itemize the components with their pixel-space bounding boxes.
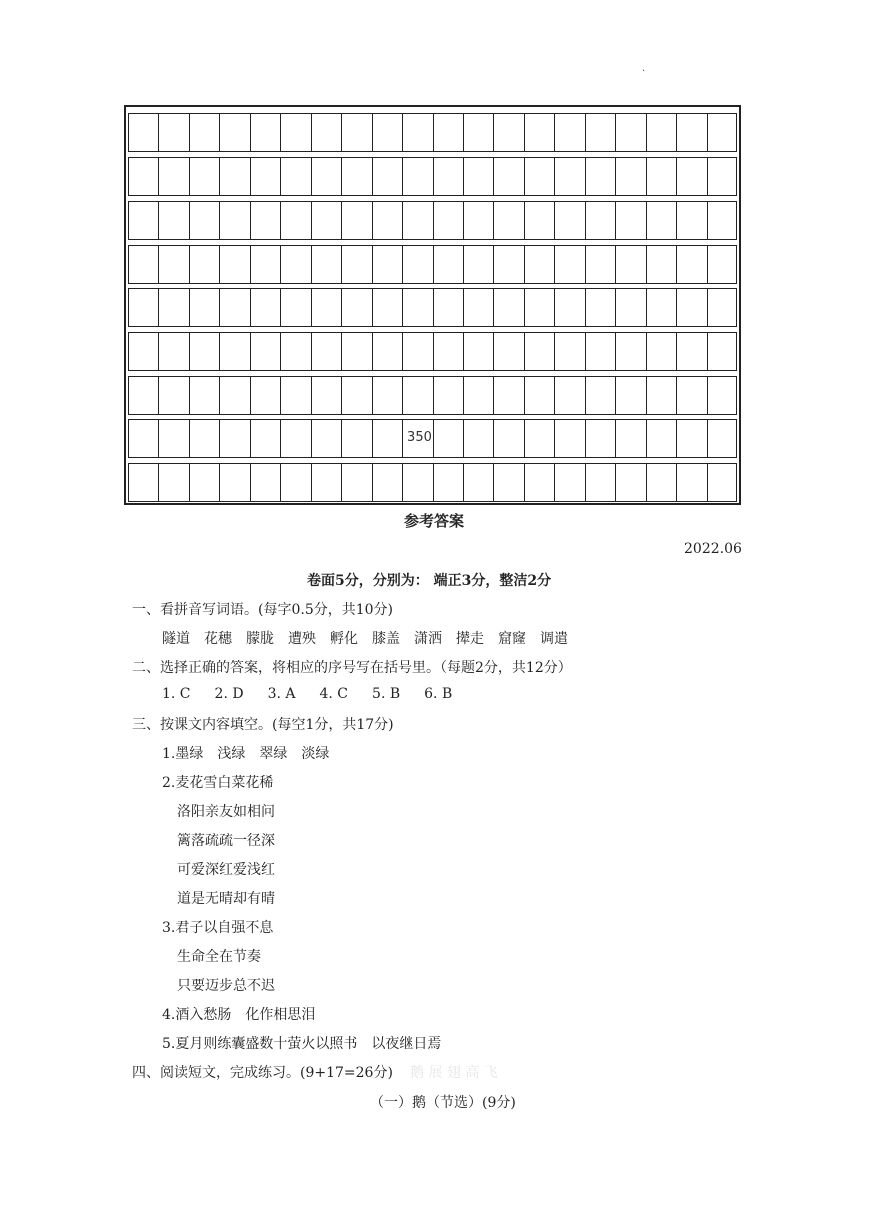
grid-cell: [493, 158, 523, 195]
grid-cell: [707, 420, 737, 457]
grid-cell: [250, 464, 280, 501]
grid-cell: [311, 202, 341, 239]
grid-cell: [433, 333, 463, 370]
grid-cell: [646, 333, 676, 370]
grid-row: [128, 376, 737, 415]
grid-cell: [280, 114, 310, 151]
grid-cell: [493, 333, 523, 370]
grid-cell: [372, 289, 402, 326]
grid-cell: [311, 158, 341, 195]
grid-cell: [280, 333, 310, 370]
grid-cell: [646, 246, 676, 283]
grid-cell: [493, 420, 523, 457]
date: 2022.06: [684, 541, 742, 557]
grid-cell: [128, 114, 158, 151]
grid-cell: [250, 202, 280, 239]
grid-cell: [493, 114, 523, 151]
grid-cell: [676, 289, 706, 326]
word-count-marker: 350: [407, 430, 432, 445]
grid-cell: [707, 289, 737, 326]
grid-row: [128, 201, 737, 240]
grid-cell: [463, 158, 493, 195]
grid-cell: [402, 464, 432, 501]
grid-cell: [615, 202, 645, 239]
grid-cell: [554, 246, 584, 283]
grid-cell: [585, 114, 615, 151]
grid-cell: [280, 158, 310, 195]
grid-cell: [463, 420, 493, 457]
answer-word: 花穗: [204, 631, 232, 647]
answer-word: 朦胧: [246, 631, 274, 647]
grid-cell: [128, 333, 158, 370]
grid-cell: [646, 377, 676, 414]
section-3-line: 只要迈步总不迟: [177, 978, 275, 994]
grid-cell: [372, 202, 402, 239]
grid-cell: [463, 464, 493, 501]
page-title: 参考答案: [404, 512, 465, 530]
section-1-answers: [162, 628, 568, 648]
section-2-answers: [162, 686, 452, 702]
grid-cell: [585, 333, 615, 370]
grid-cell: [128, 158, 158, 195]
grid-cell: [615, 377, 645, 414]
grid-cell: [189, 158, 219, 195]
grid-cell: [585, 158, 615, 195]
grid-cell: [524, 377, 554, 414]
grid-cell: [554, 158, 584, 195]
answer-word: 撵走: [456, 631, 484, 647]
grid-cell: [158, 158, 188, 195]
grid-cell: [493, 464, 523, 501]
grid-cell: [676, 420, 706, 457]
grid-cell: [280, 289, 310, 326]
grid-cell: [128, 202, 158, 239]
grid-cell: [341, 377, 371, 414]
grid-cell: [646, 114, 676, 151]
grid-cell: [463, 289, 493, 326]
grid-cell: [219, 202, 249, 239]
grid-cell: [615, 158, 645, 195]
grid-cell: [615, 114, 645, 151]
grid-cell: [646, 202, 676, 239]
grid-cell: [524, 114, 554, 151]
grid-cell: [158, 202, 188, 239]
grid-cell: [524, 333, 554, 370]
grid-cell: [433, 289, 463, 326]
grid-cell: [341, 289, 371, 326]
grid-cell: [341, 464, 371, 501]
grid-row: [128, 332, 737, 371]
section-4-subheading: （一）鹅（节选）(9分): [370, 1095, 516, 1111]
section-3-line: 洛阳亲友如相问: [177, 804, 275, 820]
grid-cell: [311, 377, 341, 414]
grid-cell: [433, 202, 463, 239]
section-3-line: 2.麦花雪白菜花稀: [162, 775, 274, 791]
grid-cell: [189, 202, 219, 239]
grid-cell: [615, 464, 645, 501]
grid-cell: [402, 246, 432, 283]
section-4-heading: 四、阅读短文，完成练习。(9+17=26分): [132, 1065, 393, 1081]
answer-word: 孵化: [330, 631, 358, 647]
answer-choice: 4. C: [319, 686, 349, 702]
grid-cell: [280, 246, 310, 283]
grid-cell: [219, 377, 249, 414]
grid-cell: [311, 333, 341, 370]
section-3-line: 5.夏月则练囊盛数十萤火以照书 以夜继日焉: [162, 1036, 442, 1052]
grid-cell: [707, 377, 737, 414]
grid-cell: [554, 333, 584, 370]
grid-cell: [585, 202, 615, 239]
answer-choice: 5. B: [372, 686, 401, 702]
grid-cell: [341, 246, 371, 283]
grid-cell: [189, 377, 219, 414]
grid-cell: [402, 377, 432, 414]
answer-word: 窟窿: [498, 631, 526, 647]
grid-cell: [128, 464, 158, 501]
grid-cell: [219, 158, 249, 195]
grid-cell: [250, 289, 280, 326]
grid-cell: [341, 202, 371, 239]
grid-cell: [554, 289, 584, 326]
answer-word: 膝盖: [372, 631, 400, 647]
grid-cell: [433, 377, 463, 414]
grid-cell: [493, 246, 523, 283]
grid-cell: [676, 158, 706, 195]
section-3-line: 4.酒入愁肠 化作相思泪: [162, 1007, 316, 1023]
section-1-heading: 一、看拼音写词语。(每字0.5分，共10分): [132, 602, 394, 618]
grid-cell: [341, 114, 371, 151]
grid-cell: [493, 377, 523, 414]
grid-cell: [372, 333, 402, 370]
grid-cell: [158, 420, 188, 457]
grid-cell: [372, 158, 402, 195]
grid-cell: [372, 246, 402, 283]
grid-cell: [707, 333, 737, 370]
grid-cell: [433, 464, 463, 501]
section-3-line: 1.墨绿 浅绿 翠绿 淡绿: [162, 746, 330, 762]
grid-cell: [402, 289, 432, 326]
answer-word: 调遣: [540, 631, 568, 647]
grid-cell: [341, 333, 371, 370]
grid-cell: [158, 464, 188, 501]
top-mark: ·: [642, 66, 646, 77]
grid-cell: [280, 377, 310, 414]
grid-cell: [676, 114, 706, 151]
grid-cell: [250, 333, 280, 370]
grid-cell: [463, 246, 493, 283]
grid-cell: [189, 464, 219, 501]
grid-cell: [524, 246, 554, 283]
grid-cell: [219, 114, 249, 151]
grid-cell: [707, 114, 737, 151]
grid-cell: [707, 158, 737, 195]
grid-cell: [402, 158, 432, 195]
grid-cell: [493, 202, 523, 239]
grid-cell: [311, 289, 341, 326]
grid-cell: [219, 289, 249, 326]
grid-row: [128, 245, 737, 284]
grid-cell: [615, 333, 645, 370]
grid-cell: [250, 114, 280, 151]
grid-cell: [433, 420, 463, 457]
grid-cell: [707, 464, 737, 501]
grid-cell: [158, 246, 188, 283]
grid-cell: [585, 246, 615, 283]
grid-cell: [158, 289, 188, 326]
grid-cell: [219, 333, 249, 370]
grid-cell: [554, 114, 584, 151]
grid-cell: [402, 114, 432, 151]
grid-cell: [646, 289, 676, 326]
answer-word: 隧道: [162, 631, 190, 647]
grid-cell: [433, 246, 463, 283]
grid-cell: [189, 246, 219, 283]
grid-cell: [311, 114, 341, 151]
grid-cell: [524, 202, 554, 239]
answer-word: 遭殃: [288, 631, 316, 647]
neatness-score-note: 卷面5分，分别为： 端正3分，整洁2分: [307, 573, 552, 589]
grid-row: [128, 419, 737, 458]
grid-cell: [372, 420, 402, 457]
grid-cell: [280, 420, 310, 457]
grid-cell: [341, 420, 371, 457]
grid-cell: [524, 464, 554, 501]
answer-word: 潇洒: [414, 631, 442, 647]
grid-cell: [615, 420, 645, 457]
grid-cell: [128, 420, 158, 457]
grid-cell: [128, 377, 158, 414]
grid-cell: [372, 114, 402, 151]
grid-cell: [158, 333, 188, 370]
section-3-line: 道是无晴却有晴: [177, 891, 275, 907]
grid-cell: [463, 333, 493, 370]
grid-cell: [585, 420, 615, 457]
grid-cell: [676, 464, 706, 501]
grid-row: [128, 288, 737, 327]
faint-watermark-text: 鹅 展 翅 高 飞: [410, 1065, 498, 1081]
grid-cell: [402, 333, 432, 370]
grid-cell: [280, 464, 310, 501]
grid-cell: [128, 289, 158, 326]
grid-row: [128, 113, 737, 152]
grid-row: [128, 463, 737, 502]
grid-cell: [219, 246, 249, 283]
grid-cell: [372, 377, 402, 414]
grid-cell: [311, 246, 341, 283]
grid-cell: [128, 246, 158, 283]
grid-cell: [585, 377, 615, 414]
grid-cell: [615, 289, 645, 326]
grid-cell: [646, 420, 676, 457]
grid-cell: [280, 202, 310, 239]
grid-cell: [311, 464, 341, 501]
grid-cell: [676, 202, 706, 239]
grid-cell: [433, 158, 463, 195]
grid-cell: [250, 377, 280, 414]
grid-cell: [524, 289, 554, 326]
grid-cell: [554, 202, 584, 239]
grid-cell: [402, 202, 432, 239]
grid-cell: [463, 114, 493, 151]
section-3-line: 篱落疏疏一径深: [177, 833, 275, 849]
grid-cell: [311, 420, 341, 457]
answer-choice: 2. D: [214, 686, 244, 702]
answer-choice: 3. A: [267, 686, 296, 702]
grid-cell: [463, 202, 493, 239]
grid-cell: [646, 158, 676, 195]
grid-row: [128, 157, 737, 196]
grid-cell: [341, 158, 371, 195]
grid-cell: [250, 158, 280, 195]
grid-cell: [189, 114, 219, 151]
grid-cell: [219, 420, 249, 457]
grid-cell: [463, 377, 493, 414]
grid-cell: [676, 246, 706, 283]
grid-cell: [707, 246, 737, 283]
grid-cell: [676, 377, 706, 414]
grid-cell: [250, 420, 280, 457]
section-3-line: 3.君子以自强不息: [162, 920, 274, 936]
grid-cell: [646, 464, 676, 501]
grid-cell: [493, 289, 523, 326]
grid-cell: [554, 420, 584, 457]
grid-cell: [554, 377, 584, 414]
grid-cell: [189, 420, 219, 457]
grid-cell: [158, 114, 188, 151]
grid-cell: [524, 420, 554, 457]
grid-cell: [372, 464, 402, 501]
grid-cell: [676, 333, 706, 370]
grid-cell: [189, 333, 219, 370]
grid-cell: [250, 246, 280, 283]
section-3-heading: 三、按课文内容填空。(每空1分，共17分): [132, 717, 394, 733]
writing-grid: [124, 105, 741, 505]
grid-cell: [615, 246, 645, 283]
section-3-line: 生命全在节奏: [177, 949, 261, 965]
answer-choice: 1. C: [162, 686, 191, 702]
grid-cell: [524, 158, 554, 195]
grid-cell: [219, 464, 249, 501]
grid-cell: [189, 289, 219, 326]
grid-cell: [554, 464, 584, 501]
grid-cell: [585, 464, 615, 501]
grid-cell: [158, 377, 188, 414]
section-3-line: 可爱深红爱浅红: [177, 862, 275, 878]
section-2-heading: 二、选择正确的答案，将相应的序号写在括号里。（每题2分，共12分）: [132, 660, 572, 676]
grid-cell: [585, 289, 615, 326]
grid-cell: [433, 114, 463, 151]
grid-cell: [707, 202, 737, 239]
answer-choice: 6. B: [424, 686, 453, 702]
